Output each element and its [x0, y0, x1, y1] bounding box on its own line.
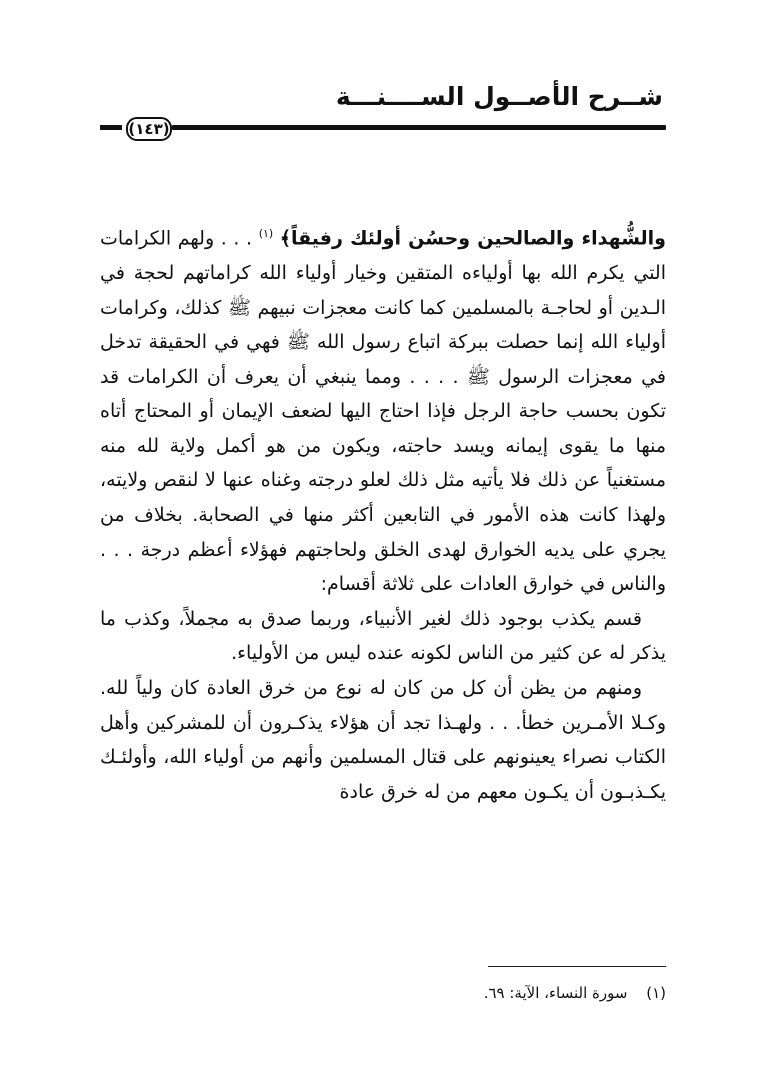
footnote-marker: (١): [646, 984, 666, 1002]
footnote-text: سورة النساء، الآية: ٦٩.: [483, 984, 628, 1002]
footnote-1: [484, 984, 666, 1002]
paragraph-1-line-1-rest: . . . ولهم الكرامات: [100, 227, 253, 250]
footnote-reference: (١): [258, 227, 274, 240]
page-number: (١٤٣): [126, 117, 172, 141]
paragraph-2: قسم يكذب بوجود ذلك لغير الأنبياء، وربما صدق به مجملاً، وكذب ما يذكر له عن كثير من الناس لكونه عنده ليس من الأولياء.: [100, 607, 666, 665]
quran-verse: والشُّهداء والصالحين وحسُن أولئك رفيقاً﴾: [279, 227, 666, 250]
paragraph-1-body: التي يكرم الله بها أولياءه المتقين وخيار أولياء الله كراماتهم لحجة في الـدين أو لحاجـة بالمسلمين كما كانت معجزات نبيهم ﷺ كذلك، وكرامات أولياء الله إنما حصلت ببركة اتباع رسول الله ﷺ فهي في الحقيقة تدخل في معجزات الرسول ﷺ . . . . ومما ينبغي أن يعرف أن الكرامات قد تكون بحسب حاجة الرجل فإذا احتاج اليها لضعف الإيمان أو المحتاج أتاه منها ما يقوى إيمانه ويسد حاجته، ويكون من هو أكمل ولاية لله منه مستغنياً عن ذلك فلا يأتيه مثل ذلك لعلو درجته وغناه عنها لا لنقص ولايته، ولهذا كانت هذه الأمور في التابعين أكثر منها في الصحابة. بخلاف من يجري على يديه الخوارق لهدى الخلق ولحاجتهم فهؤلاء أعظم درجة . . . والناس في خوارق العادات على ثلاثة أقسام:: [100, 261, 666, 596]
header-rule: [100, 117, 666, 139]
paragraph-3: ومنهم من يظن أن كل من كان له نوع من خرق العادة كان ولياً لله. وكـلا الأمـرين خطأ. . . ولهـذا تجد أن هؤلاء يذكـرون أن للمشركين وأهل الكتاب نصراء يعينونهم على قتال المسلمين وأنهم من أولياء الله، وأولئـك يكـذبـون أن يكـون معهم من له خرق عادة: [100, 677, 666, 803]
footnote-separator: [488, 966, 666, 967]
paragraph-1: [100, 217, 666, 602]
running-title: شــرح الأصــول الســــنـــة: [335, 82, 663, 111]
main-text: [100, 217, 666, 809]
header-rule-stub: [100, 125, 122, 130]
header-rule-line: [172, 125, 666, 130]
